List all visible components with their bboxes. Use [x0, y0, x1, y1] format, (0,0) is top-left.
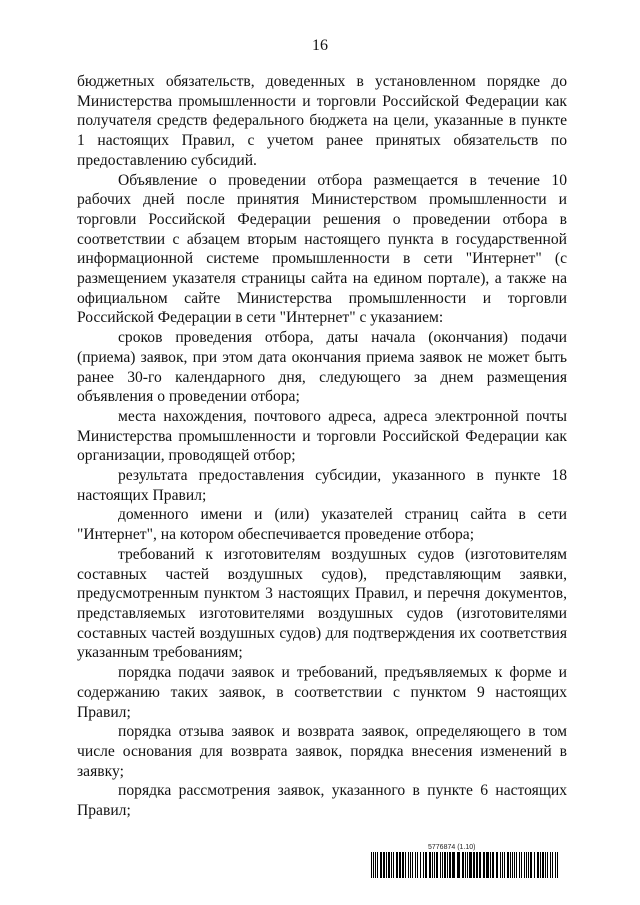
paragraph-5: результата предоставления субсидии, указанного в пункте 18 настоящих Правил;: [77, 467, 567, 504]
paragraph-7: требований к изготовителям воздушных судов (изготовителям составных частей воздушных судов), представляющим заявки, предусмотренным пунктом 3 настоящих Правил, и перечня документов, представляемых изготовителями воздушных судов (изготовителями составных частей воздушных судов) для подтверждения их соответствия указанным требованиям;: [77, 545, 567, 662]
page-number: 16: [312, 37, 328, 54]
paragraph-2: Объявление о проведении отбора размещается в течение 10 рабочих дней после принятия Министерством промышленности и торговли Российской Федерации решения о проведении отбора в соответствии с абзацем вторым настоящего пункта в государственной информационной системе промышленности в сети "Интернет" (с размещением указателя страницы сайта на едином портале), а также на официальном сайте Министерства промышленности и торговли Российской Федерации в сети "Интернет" с указанием:: [77, 171, 567, 327]
document-body: [77, 72, 567, 821]
document-code: 5776874 (1.10): [428, 844, 476, 851]
paragraph-4: места нахождения, почтового адреса, адреса электронной почты Министерства промышленности и торговли Российской Федерации как организации, проводящей отбор;: [77, 407, 567, 465]
barcode-icon: [371, 852, 561, 878]
paragraph-10: порядка рассмотрения заявок, указанного в пункте 6 настоящих Правил;: [77, 782, 567, 820]
paragraph-9: порядка отзыва заявок и возврата заявок, определяющего в том числе основания для возврата заявок, порядка внесения изменений в заявку;: [77, 723, 567, 780]
paragraph-6: доменного имени и (или) указателей страниц сайта в сети "Интернет", на котором обеспечивается проведение отбора;: [77, 506, 567, 544]
paragraph-8: порядка подачи заявок и требований, предъявляемых к форме и содержанию таких заявок, в соответствии с пунктом 9 настоящих Правил;: [77, 664, 567, 721]
paragraph-3: сроков проведения отбора, даты начала (окончания) подачи (приема) заявок, при этом дата окончания приема заявок не может быть ранее 30-го календарного дня, следующего за днем размещения объявления о проведении отбора;: [77, 329, 567, 406]
paragraph-1: бюджетных обязательств, доведенных в установленном порядке до Министерства промышленности и торговли Российской Федерации как получателя средств федерального бюджета на цели, указанные в пункте 1 настоящих Правил, с учетом ранее принятых обязательств по предоставлению субсидий.: [77, 73, 567, 169]
